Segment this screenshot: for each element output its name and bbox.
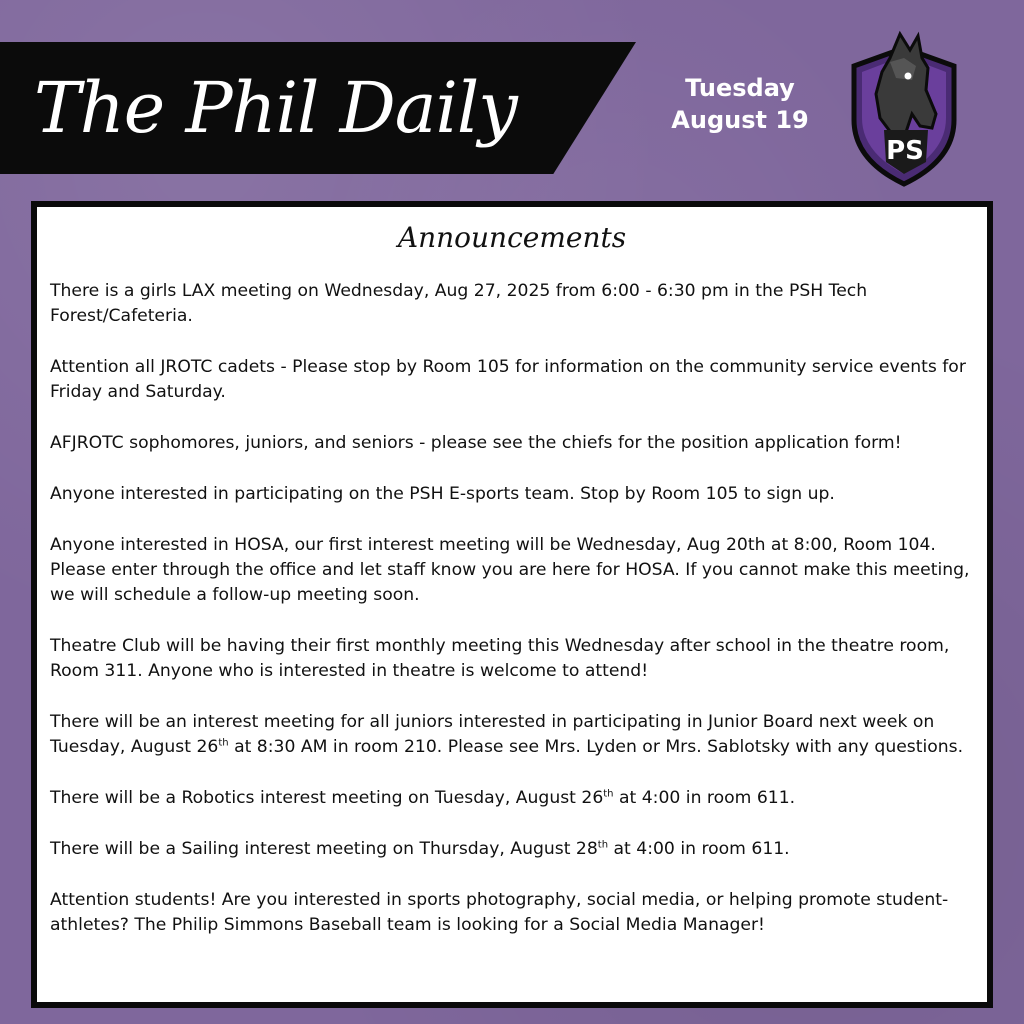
page-title: The Phil Daily: [34, 67, 517, 149]
announcement-item: [50, 786, 977, 811]
announcement-text: There will be a Robotics interest meeting on Tuesday, August 26: [50, 788, 604, 808]
announcement-item: Anyone interested in participating on the PSH E-sports team. Stop by Room 105 to sign up.: [50, 484, 835, 504]
mustang-shield-icon: [846, 28, 962, 188]
date-block: [660, 72, 820, 136]
day-label: Tuesday: [685, 74, 795, 102]
ordinal-suffix: th: [218, 737, 229, 749]
announcement-item: Attention students! Are you interested in sports photography, social media, or helping promote student-athletes? The Philip Simmons Baseball team is looking for a Social Media Manager!: [50, 890, 949, 935]
logo-text: PS: [886, 136, 924, 166]
date-label: August 19: [671, 106, 809, 134]
announcement-item: Attention all JROTC cadets - Please stop by Room 105 for information on the community service events for Friday and Saturday.: [50, 357, 966, 402]
announcement-item: Anyone interested in HOSA, our first interest meeting will be Wednesday, Aug 20th at 8:00, Room 104. Please enter through the office and let staff know you are here for HOSA. If you cannot make this meeting, we will schedule a follow-up meeting soon.: [50, 535, 970, 605]
announcement-item: [50, 710, 977, 760]
announcement-item: Theatre Club will be having their first monthly meeting this Wednesday after school in the theatre room, Room 311. Anyone who is interested in theatre is welcome to attend!: [50, 636, 950, 681]
announcement-item: AFJROTC sophomores, juniors, and seniors - please see the chiefs for the position application form!: [50, 433, 902, 453]
announcement-text: at 4:00 in room 611.: [613, 788, 796, 808]
announcement-item: [50, 837, 977, 862]
announcements-list: [50, 279, 977, 938]
announcement-item: There is a girls LAX meeting on Wednesday, Aug 27, 2025 from 6:00 - 6:30 pm in the PSH Tech Forest/Cafeteria.: [50, 281, 868, 326]
ordinal-suffix: th: [597, 839, 609, 851]
announcement-text: at 4:00 in room 611.: [608, 839, 790, 859]
announcement-text: There will be a Sailing interest meeting on Thursday, August 28: [50, 839, 598, 859]
announcement-text: at 8:30 AM in room 210. Please see Mrs. Lyden or Mrs. Sablotsky with any questions.: [228, 737, 964, 757]
ordinal-suffix: th: [603, 788, 614, 800]
announcements-panel: [31, 201, 993, 1008]
announcements-heading: Announcements: [397, 221, 627, 254]
announcement-text: There will be an interest meeting for all juniors interested in participating in Junior Board next week on Tuesday, August 26: [50, 712, 935, 757]
